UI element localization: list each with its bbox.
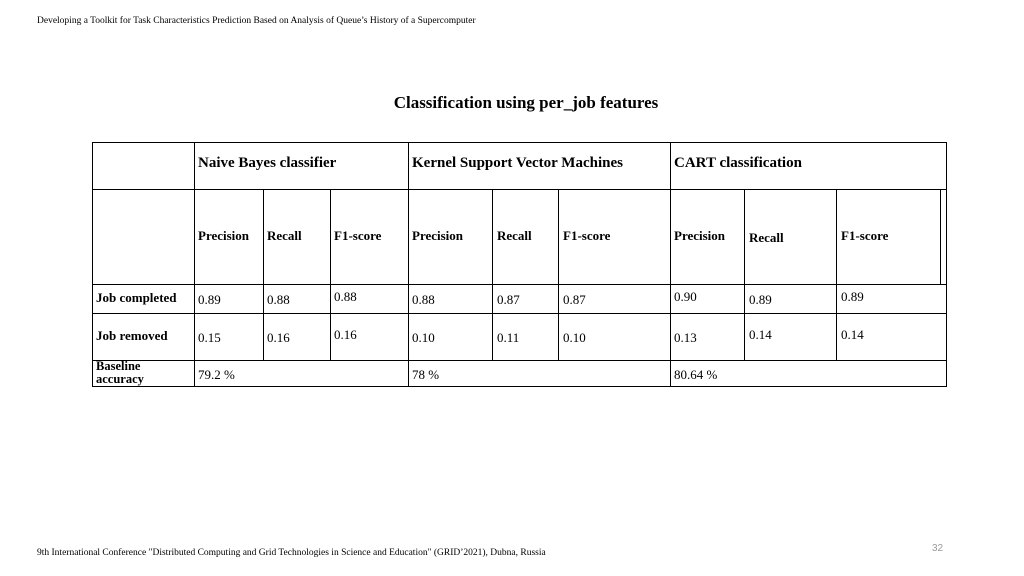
table-divider-inner <box>558 189 559 361</box>
table-cell: 0.88 <box>267 292 290 307</box>
row-label-job-removed: Job removed <box>96 328 168 343</box>
table-cell: 0.14 <box>841 327 864 342</box>
table-border-bottom <box>92 386 947 387</box>
baseline-value-naive-bayes: 79.2 % <box>198 367 235 382</box>
table-divider-inner <box>492 189 493 361</box>
metric-header-f1: F1-score <box>334 228 382 243</box>
table-cell: 0.89 <box>749 292 772 307</box>
table-cell: 0.89 <box>198 292 221 307</box>
metric-header-recall: Recall <box>267 228 302 243</box>
table-line-metrics <box>92 284 947 285</box>
table-cell: 0.16 <box>334 327 357 342</box>
group-header-naive-bayes: Naive Bayes classifier <box>198 155 337 171</box>
metric-header-recall: Recall <box>497 228 532 243</box>
table-cell: 0.88 <box>334 289 357 304</box>
table-divider-inner <box>330 189 331 361</box>
table-line-row2 <box>92 360 947 361</box>
table-divider-inner <box>836 189 837 361</box>
table-cell: 0.14 <box>749 327 772 342</box>
table-divider-inner <box>744 189 745 361</box>
group-header-cart: CART classification <box>674 155 802 171</box>
metric-header-f1: F1-score <box>841 228 889 243</box>
table-cell: 0.89 <box>841 289 864 304</box>
baseline-value-cart: 80.64 % <box>674 367 718 382</box>
table-line-groups <box>92 189 947 190</box>
metric-header-precision: Precision <box>674 228 726 243</box>
metric-header-recall: Recall <box>749 230 784 245</box>
baseline-value-svm: 78 % <box>412 367 440 382</box>
slide-footer: 9th International Conference "Distributed Computing and Grid Technologies in Science and Education" (GRID’2021), Dubna, Russia <box>37 548 546 558</box>
table-cell: 0.16 <box>267 330 290 345</box>
table-border-right <box>946 142 947 387</box>
page-number: 32 <box>932 543 944 554</box>
table-divider-cart <box>670 142 671 387</box>
table-divider-svm <box>408 142 409 387</box>
row-label-accuracy: accuracy <box>96 372 144 386</box>
slide-title: Classification using per_job features <box>393 93 659 112</box>
table-cell: 0.13 <box>674 330 697 345</box>
table-cell: 0.10 <box>563 330 586 345</box>
table-cell: 0.90 <box>674 289 697 304</box>
metric-header-precision: Precision <box>198 228 250 243</box>
table-divider-nb <box>194 142 195 387</box>
table-cell: 0.87 <box>497 292 520 307</box>
table-border-left <box>92 142 93 387</box>
table-line-row1 <box>92 313 947 314</box>
table-cell: 0.11 <box>497 330 520 345</box>
metric-header-precision: Precision <box>412 228 464 243</box>
row-label-baseline: Baseline <box>96 359 141 373</box>
group-header-svm: Kernel Support Vector Machines <box>412 155 623 171</box>
table-cell: 0.15 <box>198 330 221 345</box>
metric-header-f1: F1-score <box>563 228 611 243</box>
table-divider-inner <box>940 189 941 285</box>
table-divider-inner <box>263 189 264 361</box>
table-border-top <box>92 142 947 143</box>
table-cell: 0.10 <box>412 330 435 345</box>
table-cell: 0.87 <box>563 292 586 307</box>
row-label-job-completed: Job completed <box>96 290 177 305</box>
slide-header: Developing a Toolkit for Task Characteristics Prediction Based on Analysis of Queue’s History of a Supercomputer <box>37 16 476 26</box>
table-cell: 0.88 <box>412 292 435 307</box>
